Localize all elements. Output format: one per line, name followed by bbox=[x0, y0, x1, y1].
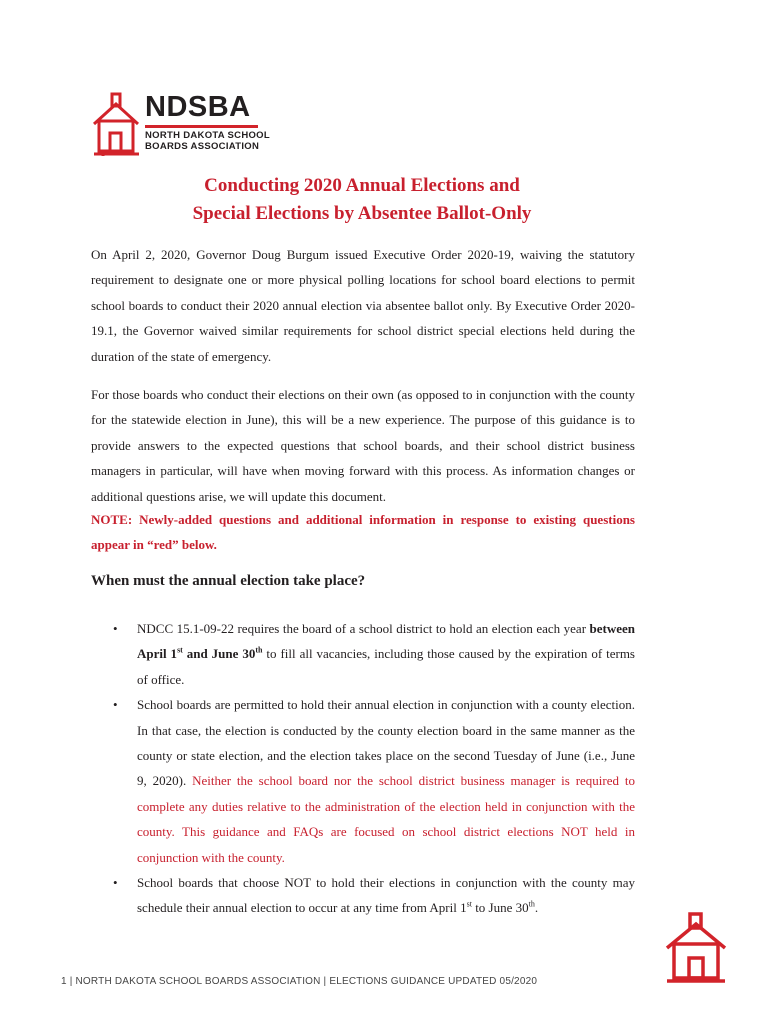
bullet-3-mid: to June 30 bbox=[471, 900, 529, 916]
bullet-1-sup-a: st bbox=[177, 646, 183, 656]
bullet-1-sup-b: th bbox=[255, 646, 263, 656]
ndsba-logo bbox=[92, 91, 270, 158]
logo-wordmark: NDSBA bbox=[145, 91, 251, 123]
title-line-1: Conducting 2020 Annual Elections and bbox=[204, 175, 520, 196]
logo-line-2: BOARDS ASSOCIATION bbox=[145, 141, 260, 152]
bullet-3-sup-a: st bbox=[466, 900, 472, 910]
bullet-2-text: School boards are permitted to hold their annual election in conjunction with a county election. In that case, the election is conducted by the county election board in the same manner as the county or state election, and the election takes place on the second Tuesday of June (i.e., June 9, 2020). bbox=[137, 697, 635, 789]
logo-line-1: NORTH DAKOTA SCHOOL bbox=[145, 130, 270, 141]
bullet-3-pre: School boards that choose NOT to hold their elections in conjunction with the county may schedule their annual election to occur at any time from April 1 bbox=[137, 875, 635, 916]
schoolhouse-icon bbox=[664, 912, 728, 984]
list-item bbox=[91, 870, 635, 921]
title-line-2: Special Elections by Absentee Ballot-Only bbox=[192, 203, 532, 224]
intro-paragraph: On April 2, 2020, Governor Doug Burgum issued Executive Order 2020-19, waiving the statutory requirement to designate one or more physical polling locations for school board elections to permit school boards to conduct their 2020 annual election via absentee ballot only. By Executive Order 2020-19.1, the Governor waived similar requirements for school district special elections held during the duration of the state of emergency. bbox=[91, 247, 635, 364]
bullet-1-post: to fill all vacancies, including those caused by the expiration of terms of office. bbox=[137, 646, 635, 687]
page-footer: 1 | NORTH DAKOTA SCHOOL BOARDS ASSOCIATION | ELECTIONS GUIDANCE UPDATED 05/2020 bbox=[61, 976, 538, 987]
list-item bbox=[91, 692, 635, 870]
bullet-1-bold-b: and June 30 bbox=[182, 646, 256, 662]
bullet-3-sup-b: th bbox=[528, 900, 535, 910]
list-item bbox=[91, 616, 635, 692]
bullet-3-post: . bbox=[534, 900, 539, 916]
document-title bbox=[0, 172, 724, 228]
bullet-1-bold-a: between April 1 bbox=[137, 621, 635, 662]
bullet-list bbox=[91, 616, 635, 921]
note-red: NOTE: Newly-added questions and additional information in response to existing questions appear in “red” below. bbox=[91, 512, 635, 553]
logo-rule bbox=[145, 125, 258, 128]
section-heading: When must the annual election take place? bbox=[91, 573, 366, 589]
bullet-2-red: Neither the school board nor the school district business manager is required to complete any duties relative to the administration of the election held in conjunction with the county. This guidance and FAQs are focused on school district elections NOT held in conjunction with the county. bbox=[137, 773, 635, 865]
purpose-paragraph: For those boards who conduct their elections on their own (as opposed to in conjunction with the county for the statewide election in June), this will be a new experience. The purpose of this guidance is to provide answers to the expected questions that school boards, and their school district business managers in particular, will have when moving forward with this process. As information changes or additional questions arise, we will update this document. bbox=[91, 387, 635, 504]
bullet-1-pre: NDCC 15.1-09-22 requires the board of a school district to hold an election each year bbox=[137, 621, 590, 636]
schoolhouse-icon bbox=[92, 92, 142, 158]
